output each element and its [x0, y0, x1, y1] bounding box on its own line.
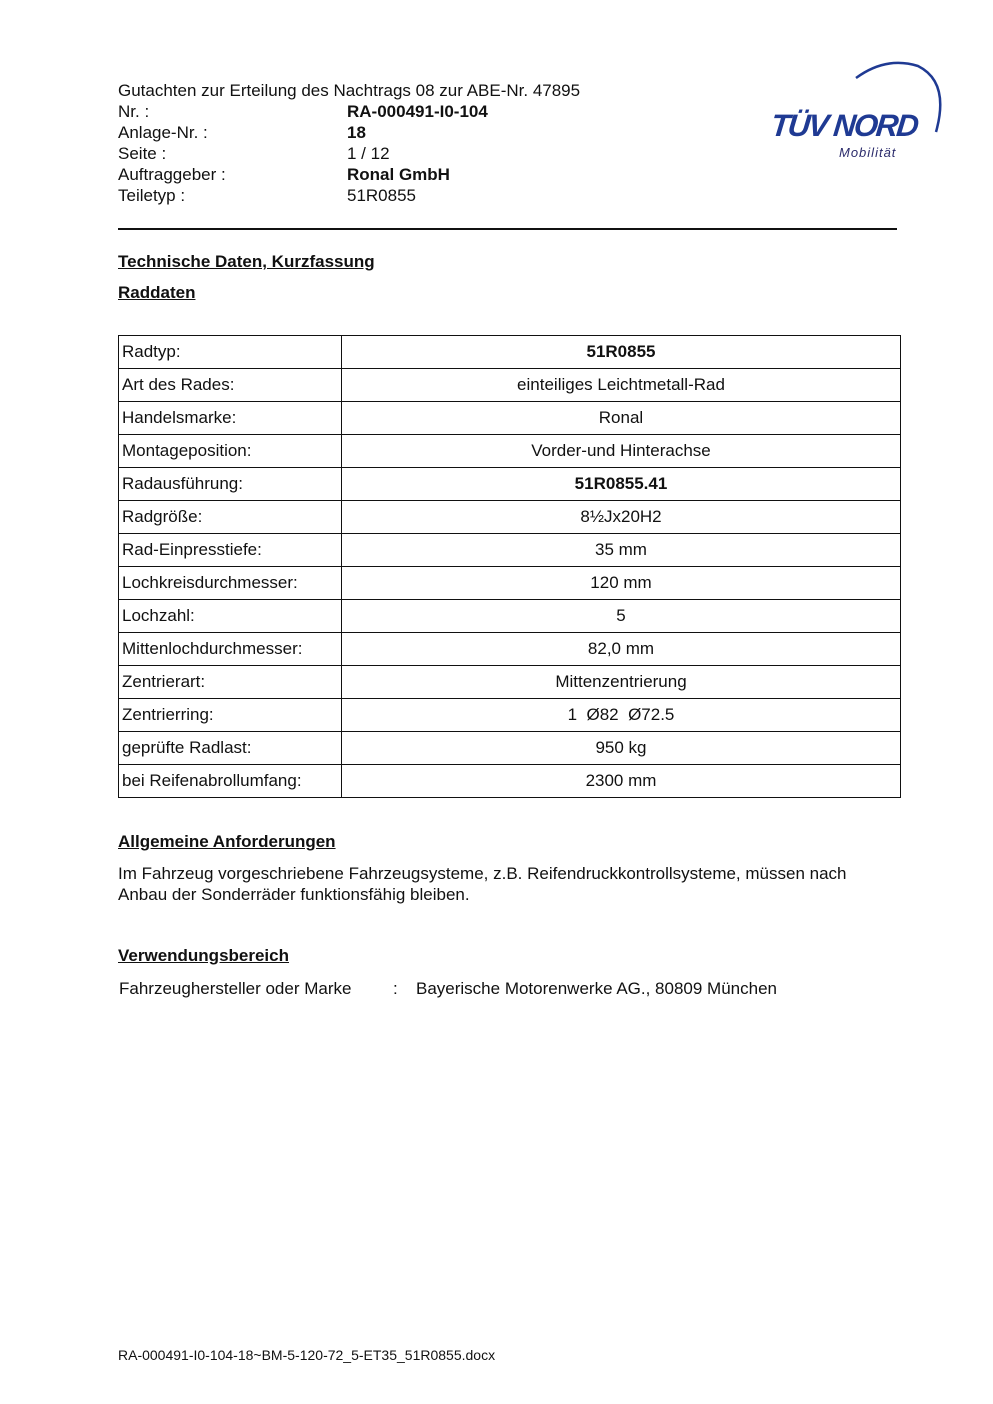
- spec-value: 2300 mm: [342, 765, 901, 798]
- spec-value: Ronal: [342, 402, 901, 435]
- header-row-anlage: [118, 122, 718, 143]
- spec-label: Radausführung:: [119, 468, 342, 501]
- table-row: [119, 699, 901, 732]
- table-row: [119, 534, 901, 567]
- tuv-nord-logo: [768, 60, 948, 170]
- header-value: Ronal GmbH: [347, 165, 450, 184]
- footer-filename: RA-000491-I0-104-18~BM-5-120-72_5-ET35_51R0855.docx: [118, 1347, 496, 1363]
- spec-value: 51R0855.41: [342, 468, 901, 501]
- header-row-seite: [118, 143, 718, 164]
- table-row: [119, 765, 901, 798]
- spec-value: 35 mm: [342, 534, 901, 567]
- spec-label: Art des Rades:: [119, 369, 342, 402]
- table-row: [119, 666, 901, 699]
- spec-label: Radgröße:: [119, 501, 342, 534]
- spec-value: 8½Jx20H2: [342, 501, 901, 534]
- spec-label: Radtyp:: [119, 336, 342, 369]
- header-value: RA-000491-I0-104: [347, 102, 488, 121]
- spec-label: Handelsmarke:: [119, 402, 342, 435]
- spec-label: Lochzahl:: [119, 600, 342, 633]
- spec-value: Mittenzentrierung: [342, 666, 901, 699]
- header-row-teiletyp: [118, 185, 718, 206]
- header-value: 51R0855: [347, 186, 417, 205]
- header-label: Teiletyp :: [118, 186, 186, 205]
- logo-subtitle: Mobilität: [839, 145, 897, 160]
- table-row: [119, 402, 901, 435]
- spec-value: 51R0855: [342, 336, 901, 369]
- header-label: Auftraggeber :: [118, 165, 226, 184]
- usage-value: Bayerische Motorenwerke AG., 80809 München: [416, 979, 777, 998]
- header-label: Seite :: [118, 144, 167, 163]
- table-row: [119, 600, 901, 633]
- header-divider: [118, 228, 897, 230]
- usage-separator: :: [393, 979, 398, 998]
- header-label: Anlage-Nr. :: [118, 123, 208, 142]
- spec-value: 120 mm: [342, 567, 901, 600]
- spec-label: Lochkreisdurchmesser:: [119, 567, 342, 600]
- spec-label: Rad-Einpresstiefe:: [119, 534, 342, 567]
- spec-label: Zentrierring:: [119, 699, 342, 732]
- table-row: [119, 633, 901, 666]
- spec-label: Zentrierart:: [119, 666, 342, 699]
- heading-wheel-data: Raddaten: [118, 283, 196, 302]
- logo-brand: TÜV NORD: [769, 108, 919, 143]
- wheel-spec-table: [118, 335, 901, 798]
- table-row: [119, 567, 901, 600]
- usage-row: [119, 979, 777, 999]
- header-row-auftraggeber: [118, 164, 718, 185]
- header-row-nr: [118, 101, 718, 122]
- usage-label: Fahrzeughersteller oder Marke: [119, 979, 352, 998]
- spec-label: Montageposition:: [119, 435, 342, 468]
- spec-label: geprüfte Radlast:: [119, 732, 342, 765]
- table-row: [119, 336, 901, 369]
- heading-technical: Technische Daten, Kurzfassung: [118, 252, 375, 271]
- table-row: [119, 369, 901, 402]
- table-row: [119, 435, 901, 468]
- spec-value: 1 Ø82 Ø72.5: [342, 699, 901, 732]
- spec-value: 82,0 mm: [342, 633, 901, 666]
- general-requirements-text: Im Fahrzeug vorgeschriebene Fahrzeugsysteme, z.B. Reifendruckkontrollsysteme, müssen nach Anbau der Sonderräder funktionsfähig bleiben.: [118, 864, 847, 904]
- spec-value: Vorder-und Hinterachse: [342, 435, 901, 468]
- heading-general-requirements: Allgemeine Anforderungen: [118, 832, 336, 851]
- header-value: 18: [347, 123, 366, 142]
- document-title: Gutachten zur Erteilung des Nachtrags 08 zur ABE-Nr. 47895: [118, 81, 581, 100]
- document-header: [118, 80, 718, 206]
- header-value: 1 / 12: [347, 144, 390, 163]
- table-row: [119, 501, 901, 534]
- table-row: [119, 468, 901, 501]
- spec-value: 5: [342, 600, 901, 633]
- spec-label: Mittenlochdurchmesser:: [119, 633, 342, 666]
- header-label: Nr. :: [118, 102, 150, 121]
- table-row: [119, 732, 901, 765]
- spec-value: 950 kg: [342, 732, 901, 765]
- heading-usage: Verwendungsbereich: [118, 946, 289, 965]
- spec-value: einteiliges Leichtmetall-Rad: [342, 369, 901, 402]
- spec-label: bei Reifenabrollumfang:: [119, 765, 342, 798]
